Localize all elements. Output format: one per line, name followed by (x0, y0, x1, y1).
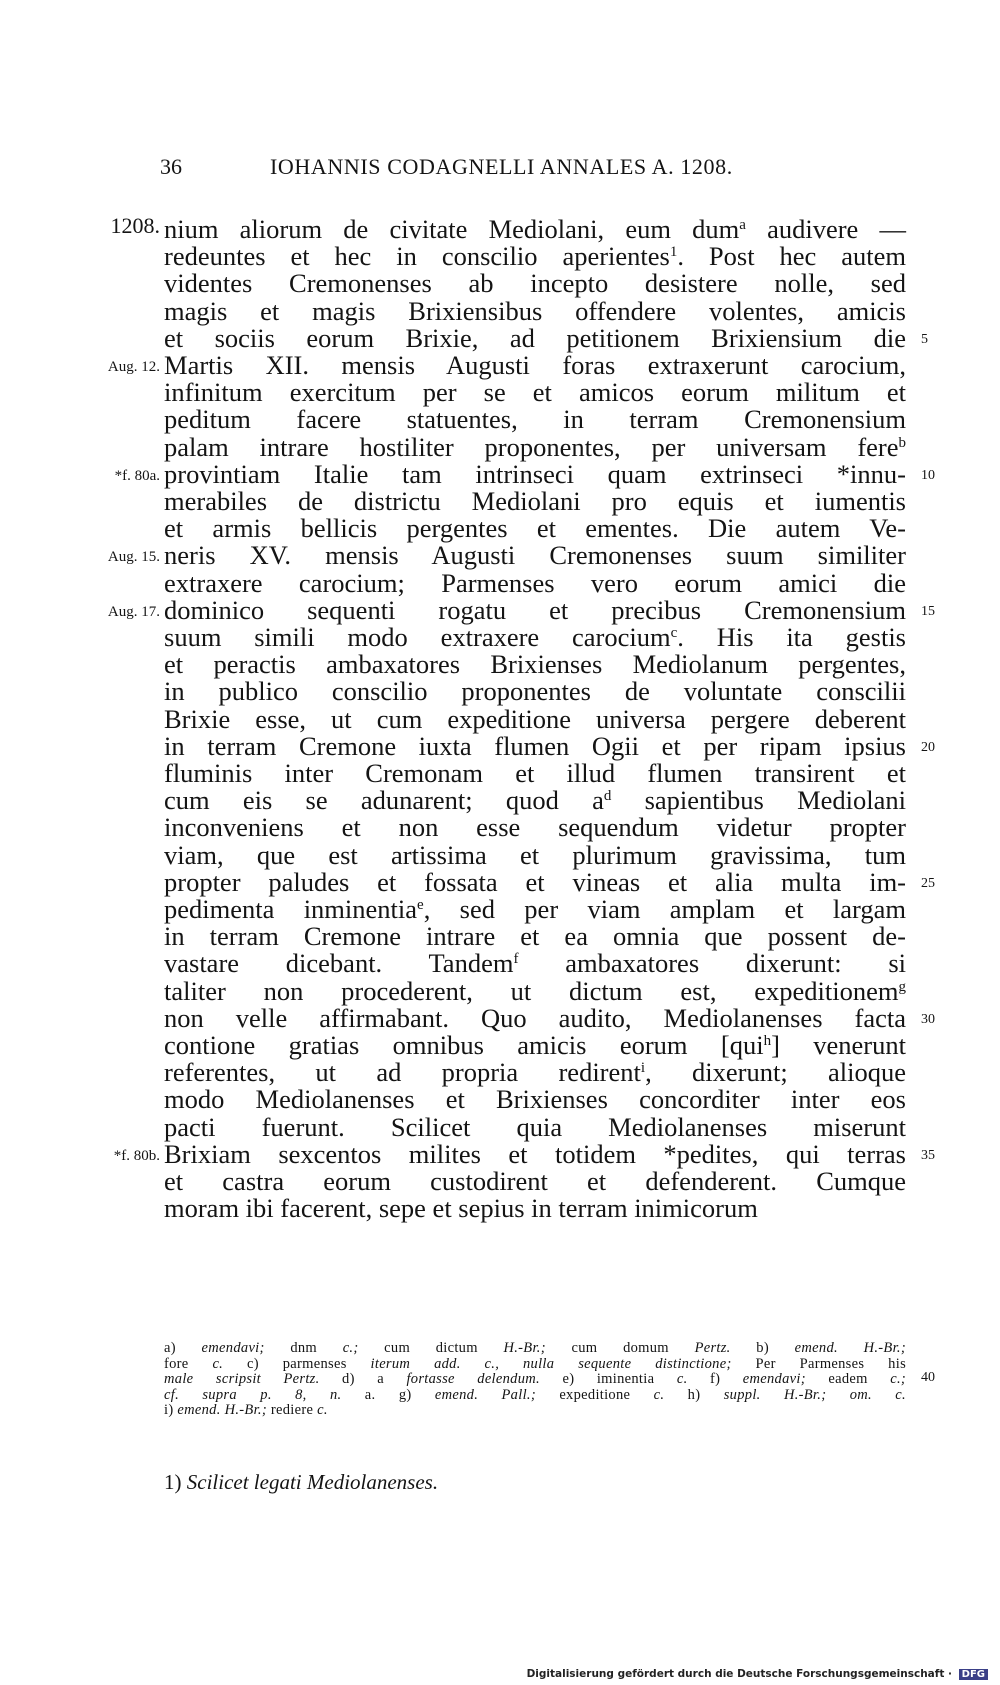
note-marker: f (513, 951, 519, 968)
text-segment: inconveniens et non esse sequendum videtur propter (164, 812, 906, 843)
text-segment: taliter non procederent, ut dictum est, expeditionem (164, 975, 899, 1006)
line-text (164, 759, 906, 788)
apparatus-italic: c. (676, 1371, 688, 1388)
text-line (0, 351, 1000, 380)
text-segment: magis et magis Brixiensibus offendere volentes, amicis (164, 295, 906, 326)
apparatus-text: a) (164, 1340, 202, 1356)
text-segment: palam intrare hostiliter proponentes, per universam fere (164, 431, 899, 462)
text-line (0, 786, 1000, 815)
note-marker: h (763, 1033, 772, 1049)
text-line (0, 732, 1000, 761)
line-text (164, 487, 906, 516)
footnotes (164, 1470, 438, 1495)
line-text (164, 1140, 906, 1169)
text-segment: Martis XII. mensis Augusti foras extraxerunt carocium, (164, 350, 906, 380)
text-segment: contione gratias omnibus amicis eorum [qui (164, 1030, 764, 1060)
apparatus-italic: iterum add. c., nulla sequente distinctione; (370, 1355, 732, 1372)
text-segment: fluminis inter Cremonam et illud flumen transirent et (164, 758, 906, 788)
text-segment: et peractis ambaxatores Brixienses Mediolanum pergentes, (164, 649, 906, 680)
line-text (164, 269, 906, 298)
line-text (164, 705, 906, 734)
text-line (0, 378, 1000, 407)
note-marker: e (417, 897, 424, 913)
text-line (0, 487, 1000, 516)
text-segment: et armis bellicis pergentes et ementes. Die autem Ve- (164, 513, 906, 544)
text-segment: propter paludes et fossata et vineas et alia multa im- (164, 866, 906, 897)
footnote-marker: 1) (164, 1470, 182, 1494)
line-text (164, 786, 906, 815)
text-line (0, 1058, 1000, 1087)
line-text (164, 841, 906, 870)
line-text (164, 868, 906, 897)
text-segment: referentes, ut ad propria redirent (164, 1057, 641, 1088)
apparatus-text: dnm (264, 1340, 343, 1356)
text-segment: nium aliorum de civitate Mediolani, eum dum (164, 214, 740, 244)
line-number: 10 (921, 467, 935, 483)
apparatus-text: e) iminentia (539, 1371, 677, 1388)
text-line (0, 1004, 1000, 1033)
line-text (164, 977, 906, 1006)
apparatus-italic: c. (317, 1402, 328, 1419)
apparatus-text: Per Parmenses his (731, 1355, 907, 1372)
apparatus-italic: c.; (342, 1340, 359, 1356)
text-line (0, 841, 1000, 870)
credit-text: Digitalisierung gefördert durch die Deutsche Forschungsgemeinschaft · (526, 1668, 952, 1680)
apparatus-text: cum domum (545, 1340, 695, 1356)
text-segment: viam, que est artissima et plurimum gravissima, tum (164, 839, 906, 870)
note-marker: c (670, 625, 678, 641)
text-line (0, 868, 1000, 897)
margin-date: Aug. 15. (107, 549, 160, 566)
text-segment: Brixiam sexcentos milites et totidem *pedites, qui terras (164, 1138, 906, 1169)
text-segment: cum eis se adunarent; quod a (164, 785, 604, 816)
line-number: 40 (921, 1370, 935, 1386)
text-line (0, 242, 1000, 271)
apparatus-italic: H.-Br.; (503, 1340, 546, 1356)
note-marker: b (898, 434, 906, 451)
line-number: 5 (921, 331, 928, 347)
line-number: 35 (921, 1147, 935, 1163)
text-segment: , dixerunt; alioque (645, 1057, 906, 1088)
margin-year: 1208. (110, 213, 160, 238)
line-text (164, 813, 906, 842)
dfg-logo: DFG (959, 1669, 988, 1680)
text-segment: in terram Cremone iuxta flumen Ogii et per ripam ipsius (164, 730, 906, 761)
margin-date: Aug. 17. (107, 603, 160, 620)
apparatus-italic: c. (653, 1386, 665, 1403)
text-segment: vastare dicebant. Tandem (164, 948, 514, 979)
apparatus-italic: fortasse delendum. (406, 1371, 540, 1388)
line-text (164, 460, 906, 489)
text-line (0, 1140, 1000, 1169)
line-text (164, 378, 906, 407)
text-segment: . His ita gestis (677, 622, 906, 652)
text-line (0, 623, 1000, 652)
text-segment: pedimenta inminentia (164, 894, 418, 924)
text-line (0, 813, 1000, 842)
line-text (164, 1058, 906, 1087)
text-segment: et castra eorum custodirent et defenderent. Cumque (164, 1166, 906, 1196)
note-marker: i (640, 1060, 646, 1077)
line-number: 20 (921, 739, 935, 755)
text-line (0, 569, 1000, 598)
line-number: 25 (921, 875, 935, 891)
page-number: 36 (160, 154, 182, 179)
text-segment: pacti fuerunt. Scilicet quia Mediolanenses miserunt (164, 1111, 906, 1142)
apparatus-italic: suppl. H.-Br.; om. c. (723, 1386, 906, 1403)
folio-marker: *f. 80a. (114, 467, 160, 484)
apparatus-text: f) (687, 1371, 743, 1388)
apparatus-text: i) (164, 1402, 178, 1419)
text-segment: non velle affirmabant. Quo audito, Mediolanenses facta (164, 1002, 906, 1033)
text-segment: moram ibi facerent, sepe et sepius in terram inimicorum (164, 1193, 758, 1224)
running-header (0, 154, 1000, 184)
apparatus-italic: emendavi; (742, 1371, 806, 1388)
line-text (164, 1004, 906, 1033)
text-segment: in publico conscilio proponentes de voluntate conscilii (164, 676, 906, 707)
text-segment: ambaxatores dixerunt: si (518, 948, 907, 979)
text-line (0, 596, 1000, 625)
text-line (0, 215, 1000, 244)
line-text (164, 242, 906, 271)
text-line (0, 297, 1000, 326)
apparatus-text: fore (164, 1355, 213, 1372)
text-segment: merabiles de districtu Mediolani pro equis et iumentis (164, 486, 906, 516)
line-text (164, 1085, 906, 1114)
line-text (164, 351, 906, 380)
text-segment: et sociis eorum Brixie, ad petitionem Brixiensium die (164, 322, 906, 353)
apparatus-italic: Pertz. (694, 1340, 731, 1356)
line-text (164, 677, 906, 706)
line-text (164, 215, 906, 244)
text-segment: audivere — (745, 214, 906, 244)
text-line (0, 650, 1000, 679)
text-line (0, 759, 1000, 788)
text-line (0, 405, 1000, 434)
text-line (0, 324, 1000, 353)
text-line (0, 514, 1000, 543)
text-segment: ] venerunt (771, 1030, 906, 1060)
line-text (164, 569, 906, 598)
line-text (164, 297, 906, 326)
apparatus-italic: c. (212, 1355, 224, 1372)
note-marker: d (603, 788, 612, 805)
line-text (164, 895, 906, 924)
apparatus-italic: cf. supra p. 8, n. (164, 1386, 342, 1403)
note-marker: g (898, 978, 906, 995)
line-text (164, 324, 906, 353)
text-segment: provintiam Italie tam intrinseci quam extrinseci *innu- (164, 458, 906, 489)
apparatus-italic: emend. H.-Br.; (177, 1402, 267, 1419)
text-line (0, 1085, 1000, 1114)
apparatus-text: eadem (805, 1371, 891, 1388)
line-text (164, 541, 906, 570)
text-line (0, 705, 1000, 734)
text-line (0, 1194, 1000, 1223)
line-text (164, 623, 906, 652)
line-text (164, 922, 906, 951)
line-text (164, 514, 906, 543)
text-segment: neris XV. mensis Augusti Cremonenses suum similiter (164, 540, 906, 571)
text-segment: in terram Cremone intrare et ea omnia que possent de- (164, 921, 906, 952)
text-line (0, 949, 1000, 978)
text-segment: infinitum exercitum per se et amicos eorum militum et (164, 377, 906, 408)
text-line (0, 677, 1000, 706)
line-text (164, 433, 906, 462)
text-segment: modo Mediolanenses et Brixienses concorditer inter eos (164, 1084, 906, 1115)
apparatus-italic: emend. Pall.; (434, 1386, 536, 1403)
digitization-credit (527, 1668, 988, 1680)
text-line (0, 1167, 1000, 1196)
apparatus-text: expeditione (535, 1386, 654, 1403)
apparatus-italic: emend. H.-Br.; (794, 1340, 906, 1356)
line-text (164, 1113, 906, 1142)
apparatus-text: h) (664, 1386, 724, 1403)
apparatus-line (164, 1401, 906, 1419)
line-text (164, 1194, 906, 1223)
text-segment: extraxere carocium; Parmenses vero eorum amici die (164, 567, 906, 598)
apparatus-italic: male scripsit Pertz. (164, 1371, 320, 1388)
text-line (0, 460, 1000, 489)
running-title: IOHANNIS CODAGNELLI ANNALES A. 1208. (270, 154, 733, 179)
note-marker: 1 (669, 244, 678, 261)
text-segment: sapientibus Mediolani (611, 785, 906, 816)
apparatus-text: a. g) (341, 1386, 435, 1403)
apparatus-text: rediere (266, 1402, 318, 1419)
text-line (0, 1031, 1000, 1060)
apparatus-text: cum dictum (358, 1340, 504, 1356)
apparatus-text: c) parmenses (223, 1355, 371, 1372)
text-segment: suum simili modo extraxere carocium (164, 622, 671, 652)
line-text (164, 405, 906, 434)
line-text (164, 596, 906, 625)
line-number: 30 (921, 1011, 935, 1027)
text-segment: dominico sequenti rogatu et precibus Cremonensium (164, 594, 906, 625)
text-segment: redeuntes et hec in conscilio aperientes (164, 241, 670, 272)
text-line (0, 269, 1000, 298)
text-segment: . Post hec autem (677, 241, 907, 272)
apparatus-text: d) a (319, 1371, 407, 1388)
folio-marker: *f. 80b. (113, 1147, 160, 1164)
text-segment: videntes Cremonenses ab incepto desistere nolle, sed (164, 268, 906, 299)
line-number: 15 (921, 603, 935, 619)
text-line (0, 922, 1000, 951)
text-line (0, 895, 1000, 924)
footnote-text: Scilicet legati Mediolanenses. (186, 1470, 439, 1494)
line-text (164, 949, 906, 978)
text-segment: peditum facere statuentes, in terram Cremonensium (164, 404, 906, 435)
apparatus-italic: c.; (890, 1371, 906, 1388)
note-marker: a (739, 217, 746, 233)
apparatus-italic: emendavi; (201, 1340, 265, 1356)
line-text (164, 1167, 906, 1196)
text-segment: , sed per viam amplam et largam (423, 894, 907, 924)
text-line (0, 1113, 1000, 1142)
text-line (0, 977, 1000, 1006)
text-line (0, 433, 1000, 462)
text-segment: Brixie esse, ut cum expeditione universa pergere deberent (164, 703, 906, 734)
margin-date: Aug. 12. (107, 359, 160, 375)
line-text (164, 732, 906, 761)
line-text (164, 650, 906, 679)
apparatus-text: b) (730, 1340, 795, 1356)
line-text (164, 1031, 906, 1060)
text-line (0, 541, 1000, 570)
